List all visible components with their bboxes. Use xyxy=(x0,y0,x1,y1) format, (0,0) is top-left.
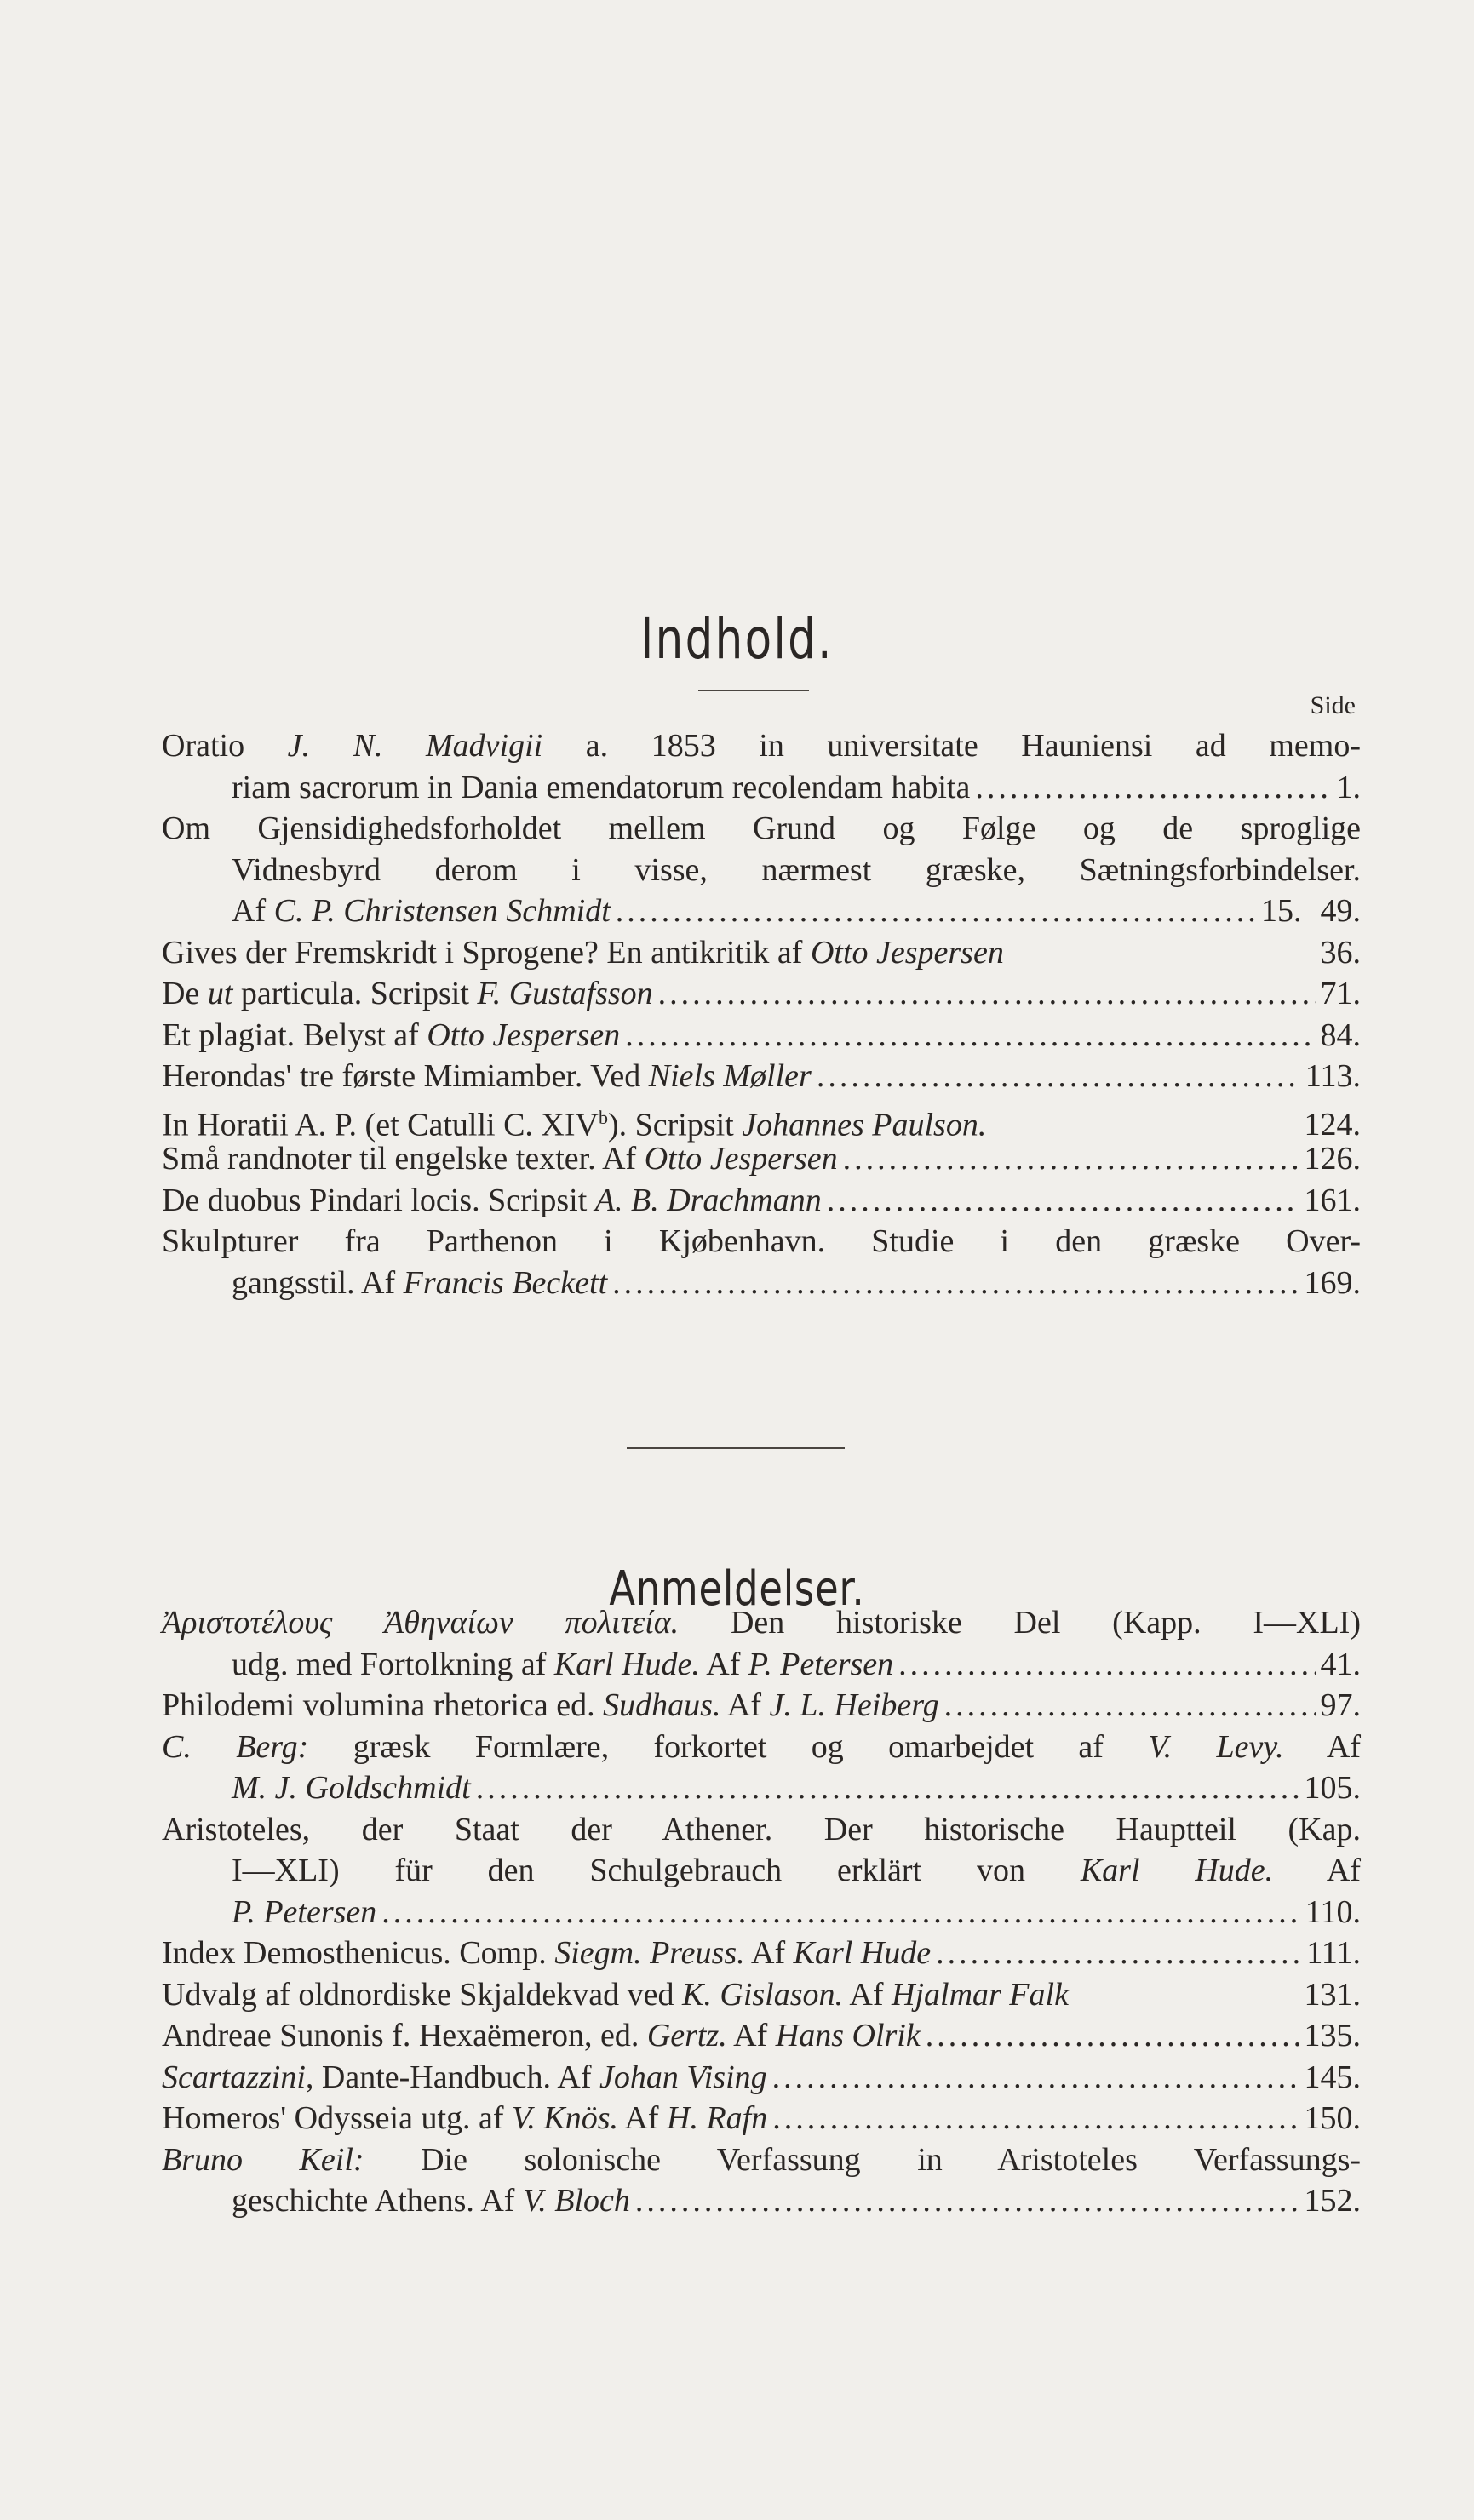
text-run: ). Scripsit xyxy=(607,1107,743,1143)
text-run: particula. Scripsit xyxy=(232,976,478,1011)
dot-leader xyxy=(616,891,1256,932)
entry-text xyxy=(232,2180,630,2222)
text-run: græsk Formlære, forkortet og omarbejdet af xyxy=(308,1728,1149,1765)
text-run: Herondas' tre første Mimiamber. Ved xyxy=(162,1058,649,1094)
entry-line xyxy=(162,891,1361,932)
italic-text: C. P. Christensen Schmidt xyxy=(273,893,611,929)
page-number: 135. xyxy=(1304,2018,1361,2053)
entry-line xyxy=(162,1263,1361,1304)
text-run: b xyxy=(598,1106,608,1128)
page-number: 110. xyxy=(1305,1893,1361,1930)
text-run: In Horatii A. P. (et Catulli C. XIV xyxy=(162,1107,599,1143)
entry-text xyxy=(162,1727,1361,1768)
italic-text: P. Petersen xyxy=(232,1893,377,1930)
text-run: Udvalg af oldnordiske Skjaldekvad ved xyxy=(162,1976,683,2013)
text-run: Philodemi volumina rhetorica ed. xyxy=(162,1687,604,1723)
text-run: Et plagiat. Belyst af xyxy=(162,1017,427,1053)
italic-text: V. Bloch xyxy=(522,2183,630,2219)
dot-leader xyxy=(635,2180,1299,2222)
entry-line xyxy=(162,1933,1361,1974)
toc-entry xyxy=(162,1056,1361,1097)
text-run: Af xyxy=(843,1976,892,2013)
dot-leader xyxy=(612,1263,1299,1304)
toc-entry xyxy=(162,808,1361,932)
toc-entry xyxy=(162,973,1361,1015)
toc-entry xyxy=(162,1727,1361,1809)
entry-line xyxy=(162,725,1361,767)
toc-entry xyxy=(162,932,1361,974)
text-run: Aristoteles, der Staat der Athener. Der historische Hauptteil (Kap. xyxy=(162,1811,1361,1847)
entry-line xyxy=(162,767,1361,809)
text-run: Af xyxy=(720,1687,770,1723)
dot-leader xyxy=(381,1892,1300,1933)
italic-text: ut xyxy=(207,976,233,1011)
italic-text: J. N. Madvigii xyxy=(287,728,543,764)
section-divider xyxy=(627,1447,845,1449)
page-number: 161. xyxy=(1304,1182,1361,1218)
entry-line xyxy=(162,1602,1361,1644)
entry-line xyxy=(162,1097,1361,1143)
toc-entry xyxy=(162,1097,1361,1143)
entry-text xyxy=(232,1263,607,1304)
entry-text xyxy=(162,1056,812,1097)
text-run: Af xyxy=(1283,1728,1362,1765)
text-run: Af xyxy=(1273,1853,1361,1888)
entry-text xyxy=(162,808,1361,850)
italic-text: V. Knös. xyxy=(512,2100,618,2136)
dot-leader xyxy=(817,1056,1300,1097)
toc-entry xyxy=(162,1221,1361,1303)
page-number: 105. xyxy=(1304,1770,1361,1806)
page-number: 84. xyxy=(1320,1017,1361,1053)
text-run: I—XLI) für den Schulgebrauch erklärt von xyxy=(232,1853,1081,1888)
page-title: Indhold. xyxy=(640,606,834,673)
text-run: Små randnoter til engelske texter. Af xyxy=(162,1141,645,1177)
italic-text: Otto Jespersen xyxy=(644,1141,838,1177)
italic-text: Ἀριστοτέλους Ἀθηναίων πολιτεία. xyxy=(162,1605,680,1641)
page-number: 1. xyxy=(1336,769,1361,805)
entry-line xyxy=(162,1221,1361,1263)
entry-text xyxy=(162,1933,931,1974)
page-number: 126. xyxy=(1304,1141,1361,1177)
entry-text xyxy=(162,932,1004,974)
entry-text xyxy=(162,725,1361,767)
text-run: Oratio xyxy=(162,728,288,764)
text-run: Af xyxy=(699,1646,748,1682)
entry-line xyxy=(162,1892,1361,1933)
entry-text xyxy=(162,1221,1361,1263)
italic-text: Gertz. xyxy=(646,2018,727,2053)
entry-line xyxy=(162,1180,1361,1222)
entry-line xyxy=(162,850,1361,891)
entry-text xyxy=(162,2098,767,2139)
page-number: 124. xyxy=(1304,1107,1361,1143)
page-number: 152. xyxy=(1304,2183,1361,2219)
entry-text xyxy=(232,1644,893,1686)
page-number: 36. xyxy=(1320,934,1361,971)
text-run: riam sacrorum in Dania emendatorum recolendam habita xyxy=(232,769,971,805)
text-run: Skulpturer fra Parthenon i Kjøbenhavn. Studie i den græske Over- xyxy=(162,1223,1361,1259)
entry-text xyxy=(162,1685,939,1727)
text-run: Om Gjensidighedsforholdet mellem Grund og Følge og de sproglige xyxy=(162,810,1361,846)
italic-text: V. Levy. xyxy=(1148,1728,1284,1765)
toc-entry xyxy=(162,1138,1361,1180)
italic-text: Karl Hude. xyxy=(553,1646,700,1682)
italic-text: Hjalmar Falk xyxy=(892,1976,1069,2013)
entry-line xyxy=(162,2057,1361,2099)
entry-text xyxy=(232,891,611,932)
entry-line xyxy=(162,2098,1361,2139)
dot-leader xyxy=(827,1180,1299,1222)
toc-entry xyxy=(162,725,1361,808)
entry-text xyxy=(232,767,970,809)
entry-text xyxy=(162,1015,620,1057)
italic-text: Francis Beckett xyxy=(403,1264,608,1301)
italic-text: Johannes Paulson. xyxy=(742,1107,987,1143)
italic-text: Otto Jespersen xyxy=(427,1017,621,1053)
entry-line xyxy=(162,1974,1361,2016)
text-run: Die solonische Verfassung in Aristoteles Verfassungs- xyxy=(364,2141,1362,2178)
italic-text: J. L. Heiberg xyxy=(769,1687,939,1723)
reviews-list xyxy=(162,1602,1361,2222)
entry-line xyxy=(162,808,1361,850)
entry-line xyxy=(162,2015,1361,2057)
entry-line xyxy=(162,932,1361,974)
page-number: 15. xyxy=(1261,893,1302,929)
dot-leader xyxy=(944,1685,1316,1727)
entry-text xyxy=(162,2015,921,2057)
toc-entry xyxy=(162,2098,1361,2139)
side-column-label: Side xyxy=(1310,691,1356,719)
italic-text: K. Gislason. xyxy=(682,1976,844,2013)
italic-text: P. Petersen xyxy=(748,1646,894,1682)
italic-text: Sudhaus. xyxy=(603,1687,721,1723)
page-number: 169. xyxy=(1304,1264,1361,1301)
table-of-contents xyxy=(162,725,1361,1303)
italic-text: Siegm. Preuss. xyxy=(554,1935,745,1971)
page-number: 150. xyxy=(1304,2100,1361,2136)
italic-text: Bruno Keil: xyxy=(162,2141,364,2178)
toc-entry xyxy=(162,1180,1361,1222)
text-run: Af xyxy=(744,1935,794,1971)
page-number: 49. xyxy=(1320,893,1361,929)
page-number: 97. xyxy=(1320,1687,1361,1723)
toc-entry xyxy=(162,1015,1361,1057)
title-rule xyxy=(698,690,809,691)
toc-entry xyxy=(162,1933,1361,1974)
dot-leader xyxy=(936,1933,1301,1974)
entry-line xyxy=(162,1138,1361,1180)
toc-entry xyxy=(162,1685,1361,1727)
toc-entry xyxy=(162,2015,1361,2057)
italic-text: Otto Jespersen xyxy=(810,934,1004,971)
text-run: Af xyxy=(232,893,274,929)
page-number: 145. xyxy=(1304,2059,1361,2095)
toc-entry xyxy=(162,1974,1361,2016)
page-number: 131. xyxy=(1304,1976,1361,2013)
dot-leader xyxy=(898,1644,1315,1686)
entry-text xyxy=(162,1602,1361,1644)
toc-entry xyxy=(162,2139,1361,2222)
entry-line xyxy=(162,1850,1361,1892)
entry-text xyxy=(162,2057,767,2099)
text-run: a. 1853 in universitate Hauniensi ad memo- xyxy=(542,728,1362,764)
text-run: Homeros' Odysseia utg. af xyxy=(162,2100,513,2136)
entry-line xyxy=(162,1809,1361,1851)
entry-text xyxy=(162,1138,838,1180)
entry-line xyxy=(162,1767,1361,1809)
dot-leader xyxy=(975,767,1331,809)
entry-line xyxy=(162,1056,1361,1097)
text-run: geschichte Athens. Af xyxy=(232,2183,523,2219)
text-run: De duobus Pindari locis. Scripsit xyxy=(162,1182,595,1218)
dot-leader xyxy=(926,2015,1299,2057)
page-number: 71. xyxy=(1320,976,1361,1011)
italic-text: C. Berg: xyxy=(162,1728,309,1765)
italic-text: Hans Olrik xyxy=(775,2018,921,2053)
italic-text: Scartazzini, xyxy=(162,2059,314,2095)
dot-leader xyxy=(772,2057,1299,2099)
entry-line xyxy=(162,1685,1361,1727)
entry-text xyxy=(162,973,653,1015)
italic-text: A. B. Drachmann xyxy=(594,1182,822,1218)
entry-line xyxy=(162,1727,1361,1768)
toc-entry xyxy=(162,2057,1361,2099)
italic-text: Karl Hude xyxy=(793,1935,932,1971)
italic-text: M. J. Goldschmidt xyxy=(232,1770,471,1806)
text-run: Vidnesbyrd derom i visse, nærmest græske, Sætningsforbindelser. xyxy=(232,851,1361,888)
entry-line xyxy=(162,1015,1361,1057)
entry-text xyxy=(232,1850,1361,1892)
text-run: Index Demosthenicus. Comp. xyxy=(162,1935,555,1971)
page-number: 41. xyxy=(1320,1646,1361,1682)
text-run: Andreae Sunonis f. Hexaëmeron, ed. xyxy=(162,2018,647,2053)
entry-text xyxy=(162,1809,1361,1851)
italic-text: F. Gustafsson xyxy=(477,976,653,1011)
dot-leader xyxy=(843,1138,1299,1180)
entry-text xyxy=(232,1892,376,1933)
entry-text xyxy=(232,1767,471,1809)
italic-text: Niels Møller xyxy=(648,1058,812,1094)
reviews-title: Anmeldelser. xyxy=(609,1561,865,1618)
dot-leader xyxy=(625,1015,1315,1057)
text-run: Den historiske Del (Kapp. I—XLI) xyxy=(679,1605,1361,1641)
text-run: Gives der Fremskridt i Sprogene? En antikritik af xyxy=(162,934,811,971)
text-run: Af xyxy=(618,2100,667,2136)
entry-text xyxy=(232,850,1361,891)
toc-entry xyxy=(162,1602,1361,1685)
italic-text: Karl Hude. xyxy=(1080,1853,1274,1888)
dot-leader xyxy=(476,1767,1299,1809)
dot-leader xyxy=(772,2098,1299,2139)
entry-line xyxy=(162,2180,1361,2222)
entry-line xyxy=(162,2139,1361,2181)
entry-text xyxy=(162,2139,1361,2181)
page-number: 113. xyxy=(1305,1058,1361,1094)
text-run: udg. med Fortolkning af xyxy=(232,1646,554,1682)
entry-text xyxy=(162,1974,1069,2016)
entry-line xyxy=(162,973,1361,1015)
page-number: 111. xyxy=(1306,1935,1361,1971)
text-run: Dante-Handbuch. Af xyxy=(313,2059,599,2095)
text-run: gangsstil. Af xyxy=(232,1264,404,1301)
italic-text: Johan Vising xyxy=(599,2059,767,2095)
text-run: Af xyxy=(726,2018,776,2053)
toc-entry xyxy=(162,1809,1361,1933)
dot-leader xyxy=(658,973,1316,1015)
italic-text: H. Rafn xyxy=(667,2100,768,2136)
text-run: De xyxy=(162,976,208,1011)
entry-text xyxy=(162,1180,822,1222)
entry-line xyxy=(162,1644,1361,1686)
